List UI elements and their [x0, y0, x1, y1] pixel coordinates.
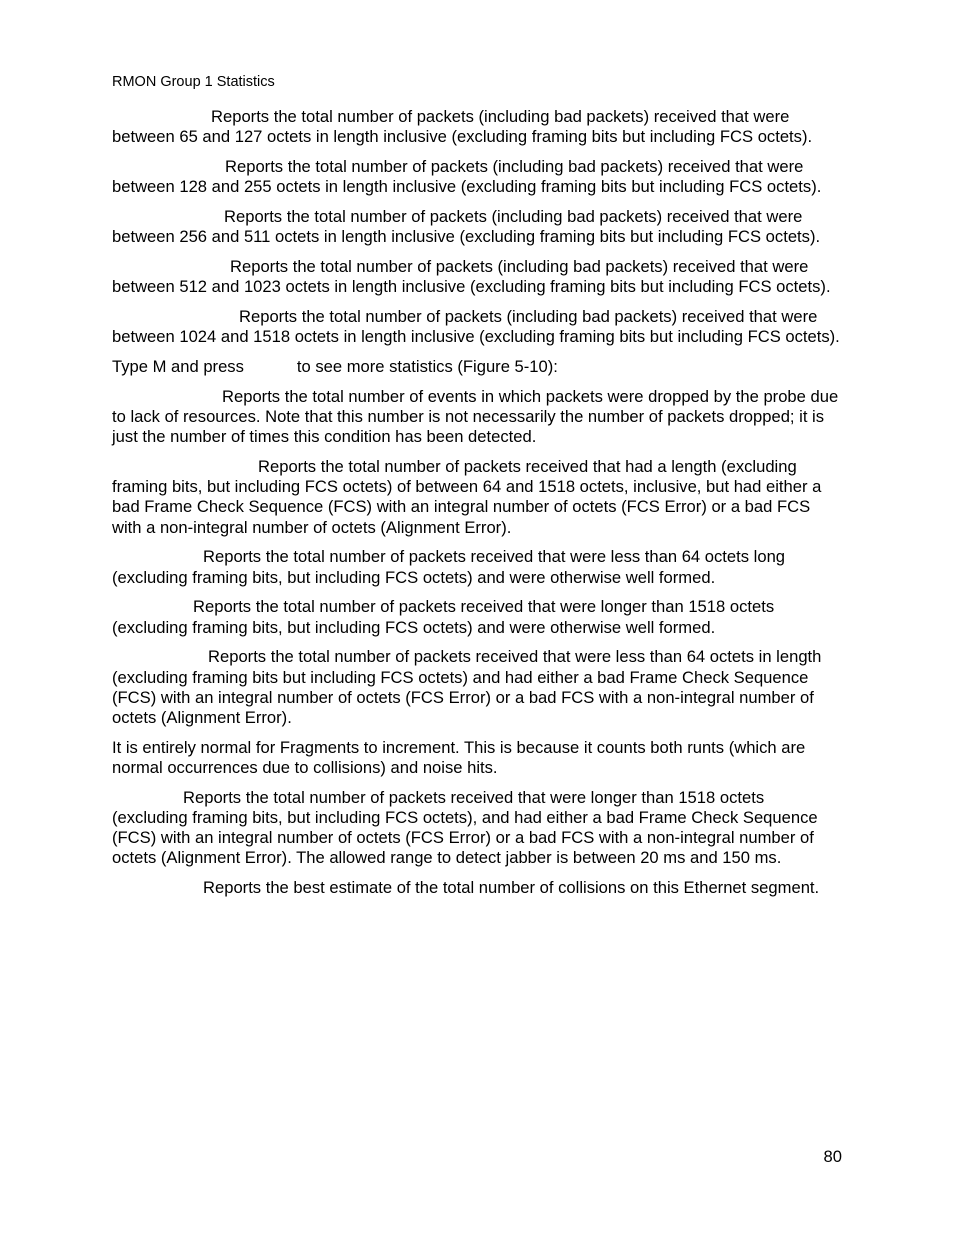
paragraph-more-statistics — [112, 357, 842, 377]
paragraph-crc-align-errors — [112, 457, 842, 538]
paragraph-collisions — [112, 878, 842, 898]
paragraph-pkts-256-511 — [112, 207, 842, 247]
paragraph-text: Reports the best estimate of the total number of collisions on this Ethernet segment. — [203, 878, 820, 898]
paragraph-text: It is entirely normal for Fragments to increment. This is because it counts both runts (which are normal occurrences due to collisions) and noise hits. — [112, 737, 806, 778]
paragraph-pkts-1024-1518 — [112, 307, 842, 347]
paragraph-text: Reports the total number of packets (including bad packets) received that were between 1024 and 1518 octets in length inclusive (excluding framing bits but including FCS octets). — [112, 307, 840, 347]
paragraph-jabbers — [112, 788, 842, 869]
paragraph-text: Reports the total number of packets (including bad packets) received that were between 65 and 127 octets in length inclusive (excluding framing bits but including FCS octets). — [112, 107, 813, 147]
paragraph-pkts-65-127 — [112, 107, 842, 147]
paragraph-fragments-note — [112, 738, 842, 778]
paragraph-pkts-512-1023 — [112, 257, 842, 297]
paragraph-undersize-pkts — [112, 547, 842, 587]
paragraph-text: Reports the total number of packets received that were less than 64 octets in length (excluding framing bits but including FCS octets) and had either a bad Frame Check Sequence (FCS) with an integral number of octets (FCS Error) or a bad FCS with a non-integral number of octets (Alignment Error). — [112, 647, 822, 728]
paragraph-text: Reports the total number of packets received that were less than 64 octets long (excluding framing bits, but including FCS octets) and were otherwise well formed. — [112, 547, 786, 587]
paragraph-text: Reports the total number of packets received that were longer than 1518 octets (excluding framing bits, but including FCS octets) and were otherwise well formed. — [112, 597, 775, 637]
paragraph-text: Reports the total number of packets (including bad packets) received that were between 512 and 1023 octets in length inclusive (excluding framing bits but including FCS octets). — [112, 257, 831, 297]
paragraph-text: Reports the total number of events in which packets were dropped by the probe due to lack of resources. Note that this number is not necessarily the number of packets dropped; it is just the number of times this condition has been detected. — [112, 386, 839, 447]
paragraph-text: Reports the total number of packets received that were longer than 1518 octets (excluding framing bits, but including FCS octets), and had either a bad Frame Check Sequence (FCS) with an integral number of octets (FCS Error) or a bad FCS with a non-integral number of octets (Alignment Error). The allowed range to detect jabber is between 20 ms and 150 ms. — [112, 787, 818, 868]
instruction-text-before: Type M and press — [112, 357, 244, 376]
paragraph-text: Reports the total number of packets received that had a length (excluding framing bits, but including FCS octets) of between 64 and 1518 octets, inclusive, but had either a bad Frame Check Sequence (FCS) with an integral number of octets (FCS Error) or a bad FCS with a non-integral number of octets (Alignment Error). — [112, 457, 822, 537]
running-header: RMON Group 1 Statistics — [112, 74, 275, 90]
paragraph-text: Reports the total number of packets (including bad packets) received that were between 128 and 255 octets in length inclusive (excluding framing bits but including FCS octets). — [112, 157, 822, 197]
paragraph-fragments — [112, 647, 842, 728]
instruction-text-after: to see more statistics (Figure 5-10): — [296, 357, 558, 376]
paragraph-pkts-128-255 — [112, 157, 842, 197]
paragraph-text: Reports the total number of packets (including bad packets) received that were between 256 and 511 octets in length inclusive (excluding framing bits but including FCS octets). — [112, 207, 821, 247]
paragraph-drop-events — [112, 387, 842, 448]
page-number: 80 — [823, 1147, 842, 1166]
document-body — [112, 107, 842, 908]
paragraph-oversize-pkts — [112, 597, 842, 637]
